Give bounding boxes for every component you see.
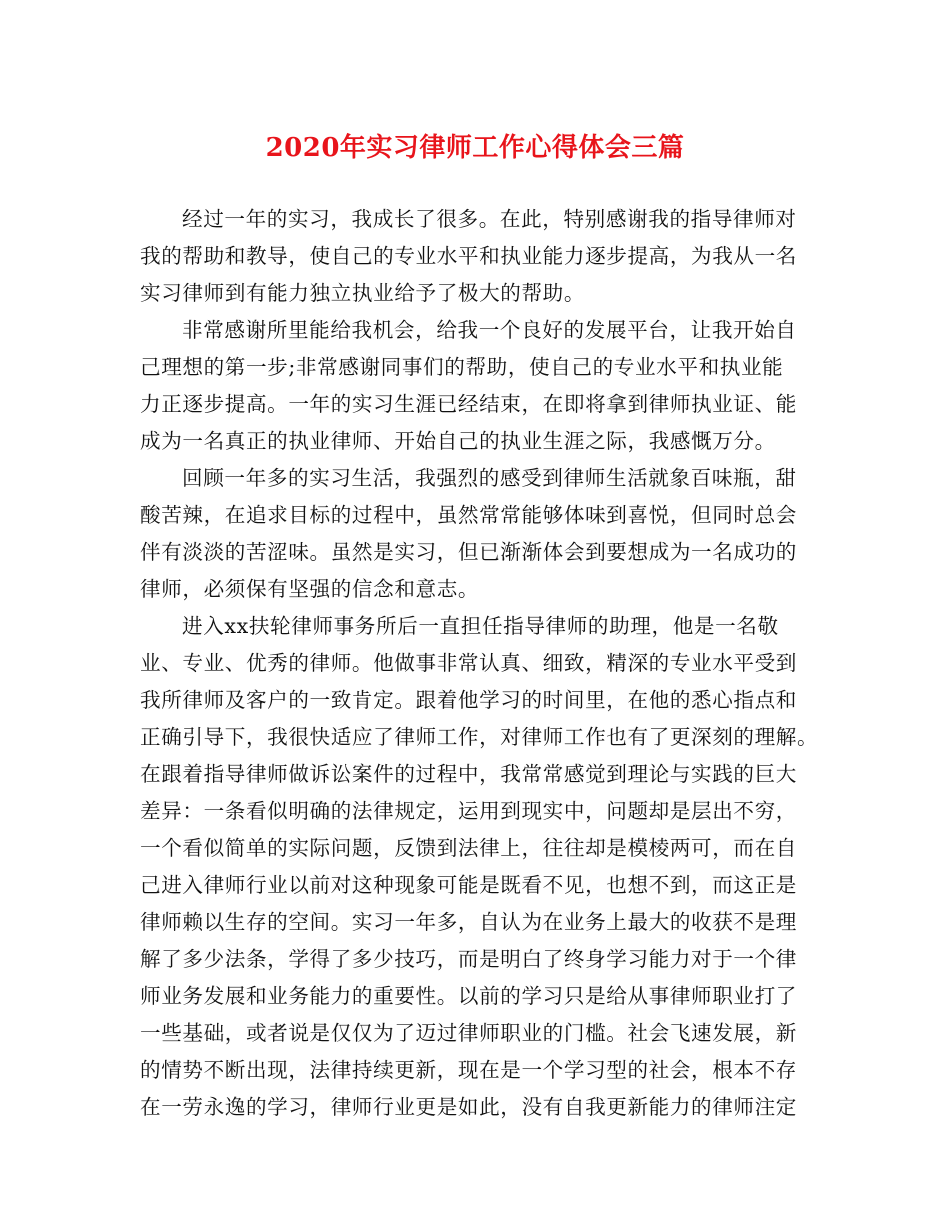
paragraph-line: 己进入律师行业以前对这种现象可能是既看不见，也想不到，而这正是 (140, 873, 798, 897)
paragraph-line: 经过一年的实习，我成长了很多。在此，特别感谢我的指导律师对 (182, 207, 797, 231)
document-title: 2020年实习律师工作心得体会三篇 (265, 133, 685, 163)
paragraph-line: 业、专业、优秀的律师。他做事非常认真、细致，精深的专业水平受到 (140, 651, 798, 675)
paragraph-line: 伴有淡淡的苦涩味。虽然是实习，但已渐渐体会到要想成为一名成功的 (140, 540, 798, 564)
paragraph-line: 在一劳永逸的学习，律师行业更是如此，没有自我更新能力的律师注定 (140, 1095, 798, 1119)
paragraph-line: 己理想的第一步;非常感谢同事们的帮助，使自己的专业水平和执业能 (140, 355, 784, 379)
paragraph-line: 我的帮助和教导，使自己的专业水平和执业能力逐步提高，为我从一名 (140, 244, 798, 268)
paragraph-line: 正确引导下，我很快适应了律师工作，对律师工作也有了更深刻的理解。 (140, 725, 819, 749)
paragraph-line: 进入xx扶轮律师事务所后一直担任指导律师的助理，他是一名敬 (182, 614, 779, 638)
paragraph-line: 我所律师及客户的一致肯定。跟着他学习的时间里，在他的悉心指点和 (140, 688, 798, 712)
paragraph-line: 酸苦辣，在追求目标的过程中，虽然常常能够体味到喜悦，但同时总会 (140, 503, 798, 527)
paragraph-line: 师业务发展和业务能力的重要性。以前的学习只是给从事律师职业打了 (140, 984, 798, 1008)
paragraph-line: 一些基础，或者说是仅仅为了迈过律师职业的门槛。社会飞速发展，新 (140, 1021, 798, 1045)
document-body (140, 201, 830, 1126)
paragraph-line: 回顾一年多的实习生活，我强烈的感受到律师生活就象百味瓶，甜 (182, 466, 797, 490)
paragraph-line: 非常感谢所里能给我机会，给我一个良好的发展平台，让我开始自 (182, 318, 797, 342)
paragraph-line: 力正逐步提高。一年的实习生涯已经结束，在即将拿到律师执业证、能 (140, 392, 798, 416)
paragraph-line: 律师赖以生存的空间。实习一年多，自认为在业务上最大的收获不是理 (140, 910, 798, 934)
paragraph-line: 实习律师到有能力独立执业给予了极大的帮助。 (140, 281, 586, 305)
paragraph-line: 差异：一条看似明确的法律规定，运用到现实中，问题却是层出不穷， (140, 799, 798, 823)
paragraph-line: 律师，必须保有坚强的信念和意志。 (140, 577, 480, 601)
paragraph-line: 成为一名真正的执业律师、开始自己的执业生涯之际，我感慨万分。 (140, 429, 776, 453)
paragraph-line: 一个看似简单的实际问题，反馈到法律上，往往却是模棱两可，而在自 (140, 836, 798, 860)
paragraph-line: 在跟着指导律师做诉讼案件的过程中，我常常感觉到理论与实践的巨大 (140, 762, 798, 786)
paragraph-line: 解了多少法条，学得了多少技巧，而是明白了终身学习能力对于一个律 (140, 947, 798, 971)
paragraph-line: 的情势不断出现，法律持续更新，现在是一个学习型的社会，根本不存 (140, 1058, 798, 1082)
